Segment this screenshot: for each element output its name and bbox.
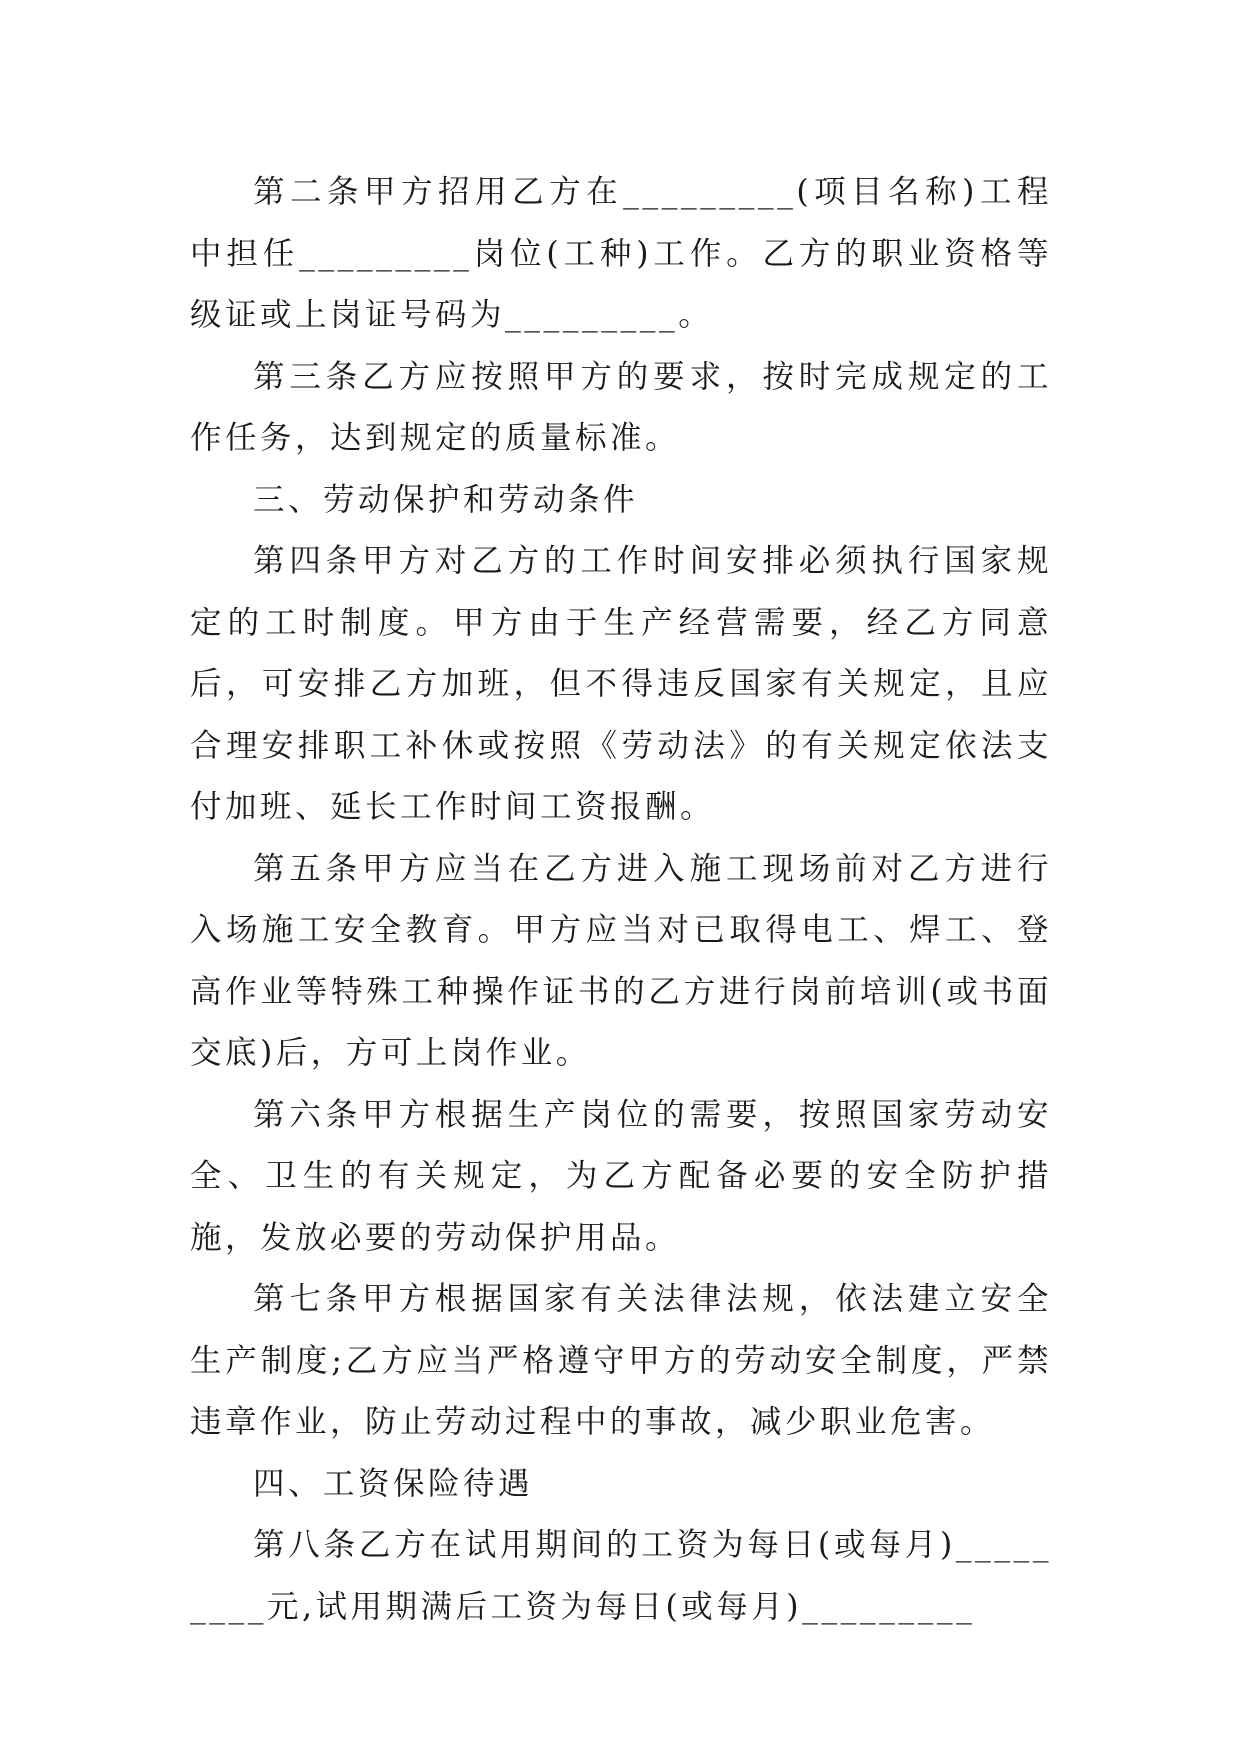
section-3-heading: 三、劳动保护和劳动条件 [253,481,639,518]
article-3-paragraph: 第三条乙方应按照甲方的要求，按时完成规定的工作任务，达到规定的质量标准。 [190,358,1052,456]
article-6-paragraph: 第六条甲方根据生产岗位的需要，按照国家劳动安全、卫生的有关规定，为乙方配备必要的安全防护措施，发放必要的劳动保护用品。 [190,1096,1052,1256]
article-2-paragraph: 第二条甲方招用乙方在_________(项目名称)工程中担任_________岗位(工种)工作。乙方的职业资格等级证或上岗证号码为_________。 [190,174,1052,333]
document-body [190,162,1052,1638]
article-4-paragraph: 第四条甲方对乙方的工作时间安排必须执行国家规定的工时制度。甲方由于生产经营需要，经乙方同意后，可安排乙方加班，但不得违反国家有关规定，且应合理安排职工补休或按照《劳动法》的有关规定依法支付加班、延长工作时间工资报酬。 [190,543,1052,825]
section-4-heading: 四、工资保险待遇 [253,1465,534,1502]
article-7-paragraph: 第七条甲方根据国家有关法律法规，依法建立安全生产制度;乙方应当严格遵守甲方的劳动安全制度，严禁违章作业，防止劳动过程中的事故，减少职业危害。 [190,1281,1052,1440]
article-5-paragraph: 第五条甲方应当在乙方进入施工现场前对乙方进行入场施工安全教育。甲方应当对已取得电工、焊工、登高作业等特殊工种操作证书的乙方进行岗前培训(或书面交底)后，方可上岗作业。 [190,850,1052,1071]
article-8-paragraph: 第八条乙方在试用期间的工资为每日(或每月)_________元,试用期满后工资为每日(或每月)_________ [190,1527,1052,1625]
